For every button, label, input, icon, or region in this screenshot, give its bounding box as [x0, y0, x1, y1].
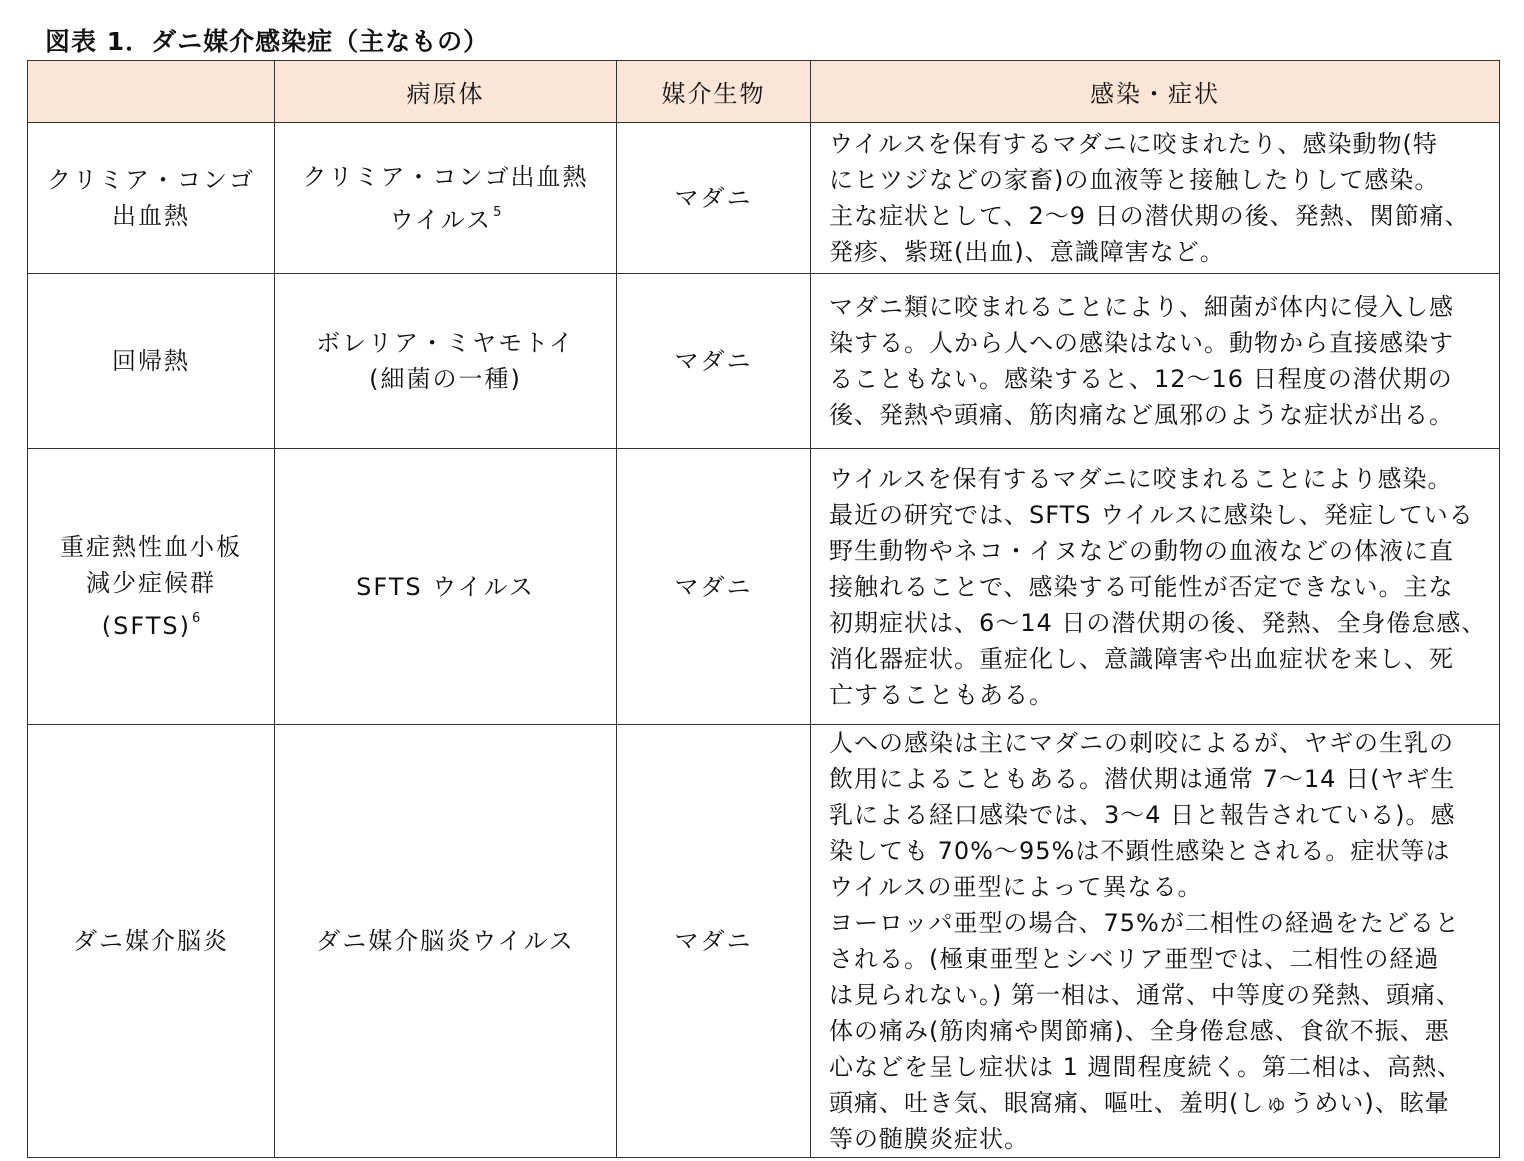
symptoms-cell-text: は見られない。) 第一相は、通常、中等度の発熱、頭痛、 [829, 981, 1461, 1009]
disease-name-cell-line [28, 343, 274, 379]
symptoms-cell-text: ヨーロッパ亜型の場合、75%が二相性の経過をたどると [829, 909, 1460, 937]
symptoms-cell-line [829, 797, 1485, 833]
vector-cell: マダニ [617, 449, 811, 725]
disease-name-cell-text: 出血熱 [112, 202, 190, 230]
disease-name-cell [28, 274, 275, 449]
vector-cell: マダニ [617, 725, 811, 1158]
symptoms-cell-text: にヒツジなどの家畜)の血液等と接触したりして感染。 [829, 166, 1440, 194]
symptoms-cell-text: 乳による経口感染では、3～4 日と報告されている)。感 [829, 801, 1456, 829]
symptoms-cell-text: 主な症状として、2～9 日の潜伏期の後、発熱、関節痛、 [829, 202, 1470, 230]
pathogen-cell-line [275, 159, 616, 195]
symptoms-cell-line [829, 1121, 1485, 1157]
symptoms-cell-line [829, 126, 1485, 162]
pathogen-cell-text: (細菌の一種) [369, 365, 522, 393]
symptoms-cell-line [829, 641, 1485, 677]
disease-name-cell [28, 725, 275, 1158]
pathogen-cell [275, 274, 617, 449]
symptoms-cell-line [829, 905, 1485, 941]
footnote-ref: 6 [191, 611, 201, 626]
disease-name-cell-text: クリミア・コンゴ [47, 166, 255, 194]
disease-name-cell-line [28, 529, 274, 565]
disease-name-cell-line [28, 601, 274, 644]
disease-name-cell [28, 123, 275, 274]
pathogen-cell-text: ウイルス [389, 205, 493, 234]
table-row-cchf [28, 123, 1500, 274]
symptoms-cell [811, 725, 1500, 1158]
pathogen-cell-line [275, 361, 616, 397]
symptoms-cell-line [829, 1013, 1485, 1049]
symptoms-cell-text: ウイルスの亜型によって異なる。 [829, 873, 1203, 901]
tick-borne-disease-table [27, 60, 1500, 1158]
disease-name-cell-text: 回帰熱 [112, 347, 190, 375]
symptoms-cell [811, 449, 1500, 725]
symptoms-cell-line [829, 325, 1485, 361]
symptoms-cell-line [829, 397, 1485, 433]
pathogen-cell [275, 725, 617, 1158]
pathogen-cell-text: SFTS ウイルス [356, 572, 535, 601]
symptoms-cell-line [829, 198, 1485, 234]
symptoms-cell-text: 心などを呈し症状は 1 週間程度続く。第二相は、高熱、 [829, 1053, 1463, 1081]
symptoms-cell-text: 後、発熱や頭痛、筋肉痛など風邪のような症状が出る。 [829, 401, 1454, 429]
symptoms-cell-text: マダニ類に咬まれることにより、細菌が体内に侵入し感 [829, 293, 1454, 321]
figure-caption: 図表 1．ダニ媒介感染症（主なもの） [45, 27, 490, 56]
pathogen-cell-text: ダニ媒介脳炎ウイルス [316, 927, 575, 955]
symptoms-cell-text: 人への感染は主にマダニの刺咬によるが、ヤギの生乳の [829, 729, 1454, 757]
symptoms-cell-text: 最近の研究では、SFTS ウイルスに感染し、発症している [829, 500, 1474, 529]
symptoms-cell-text: 野生動物やネコ・イヌなどの動物の血液などの体液に直 [829, 536, 1454, 565]
symptoms-cell [811, 274, 1500, 449]
symptoms-cell-line [829, 605, 1485, 641]
symptoms-cell-text: 消化器症状。重症化し、意識障害や出血症状を来し、死 [829, 644, 1454, 673]
symptoms-cell-line [829, 977, 1485, 1013]
symptoms-cell-text: 頭痛、吐き気、眼窩痛、嘔吐、羞明(しゅうめい)、眩暈 [829, 1089, 1450, 1117]
symptoms-cell [811, 123, 1500, 274]
table-row-sfts [28, 449, 1500, 725]
symptoms-cell-line [829, 497, 1485, 533]
pathogen-cell-line [275, 195, 616, 238]
symptoms-cell-text: ることもない。感染すると、12～16 日程度の潜伏期の [829, 365, 1453, 393]
symptoms-cell-line [829, 162, 1485, 198]
symptoms-cell-line [829, 833, 1485, 869]
symptoms-cell-line [829, 533, 1485, 569]
symptoms-cell-text: される。(極東亜型とシベリア亜型では、二相性の経過 [829, 945, 1440, 973]
footnote-ref: 5 [493, 204, 502, 220]
disease-name-cell-line [28, 565, 274, 601]
disease-name-cell-line [28, 162, 274, 198]
header-pathogen: 病原体 [275, 61, 617, 123]
symptoms-cell-line [829, 1049, 1485, 1085]
symptoms-cell-text: 初期症状は、6～14 日の潜伏期の後、発熱、全身倦怠感、 [829, 608, 1487, 637]
symptoms-cell-line [829, 234, 1485, 270]
pathogen-cell [275, 449, 617, 725]
header-symptoms: 感染・症状 [811, 61, 1500, 123]
symptoms-cell-line [829, 869, 1485, 905]
pathogen-cell-line [275, 325, 616, 361]
symptoms-cell-text: 等の髄膜炎症状。 [829, 1125, 1029, 1153]
pathogen-cell-text: ボレリア・ミヤモトイ [316, 329, 575, 357]
symptoms-cell-line [829, 289, 1485, 325]
disease-name-cell-text: ダニ媒介脳炎 [73, 927, 229, 955]
disease-name-cell-text: (SFTS) [101, 612, 191, 640]
symptoms-cell-line [829, 569, 1485, 605]
header-vector: 媒介生物 [617, 61, 811, 123]
disease-name-cell-text: 減少症候群 [86, 569, 216, 597]
symptoms-cell-line [829, 725, 1485, 761]
symptoms-cell-line [829, 361, 1485, 397]
disease-name-cell [28, 449, 275, 725]
disease-name-cell-line [28, 198, 274, 234]
symptoms-cell-text: 飲用によることもある。潜伏期は通常 7～14 日(ヤギ生 [829, 765, 1456, 793]
pathogen-cell-line [275, 923, 616, 959]
symptoms-cell-text: 染しても 70%～95%は不顕性感染とされる。症状等は [829, 837, 1451, 865]
symptoms-cell-text: 染する。人から人への感染はない。動物から直接感染す [829, 329, 1454, 357]
header-disease [28, 61, 275, 123]
symptoms-cell-line [829, 677, 1485, 713]
symptoms-cell-line [829, 761, 1485, 797]
symptoms-cell-line [829, 1085, 1485, 1121]
symptoms-cell-text: 体の痛み(筋肉痛や関節痛)、全身倦怠感、食欲不振、悪 [829, 1017, 1450, 1045]
disease-name-cell-text: 重症熱性血小板 [60, 533, 242, 561]
symptoms-cell-text: 発疹、紫斑(出血)、意識障害など。 [829, 238, 1225, 266]
symptoms-cell-line [829, 941, 1485, 977]
symptoms-cell-line [829, 461, 1485, 497]
table-row-relapsing-fever [28, 274, 1500, 449]
pathogen-cell-line [275, 569, 616, 605]
table-row-tick-borne-encephalitis [28, 725, 1500, 1158]
vector-cell: マダニ [617, 274, 811, 449]
symptoms-cell-text: 接触れることで、感染する可能性が否定できない。主な [829, 572, 1454, 601]
pathogen-cell [275, 123, 617, 274]
header-row [28, 61, 1500, 123]
disease-name-cell-line [28, 923, 274, 959]
vector-cell: マダニ [617, 123, 811, 274]
symptoms-cell-text: ウイルスを保有するマダニに咬まれることにより感染。 [829, 464, 1453, 493]
pathogen-cell-text: クリミア・コンゴ出血熱 [302, 162, 589, 191]
symptoms-cell-text: 亡することもある。 [829, 680, 1054, 709]
symptoms-cell-text: ウイルスを保有するマダニに咬まれたり、感染動物(特 [829, 130, 1438, 158]
